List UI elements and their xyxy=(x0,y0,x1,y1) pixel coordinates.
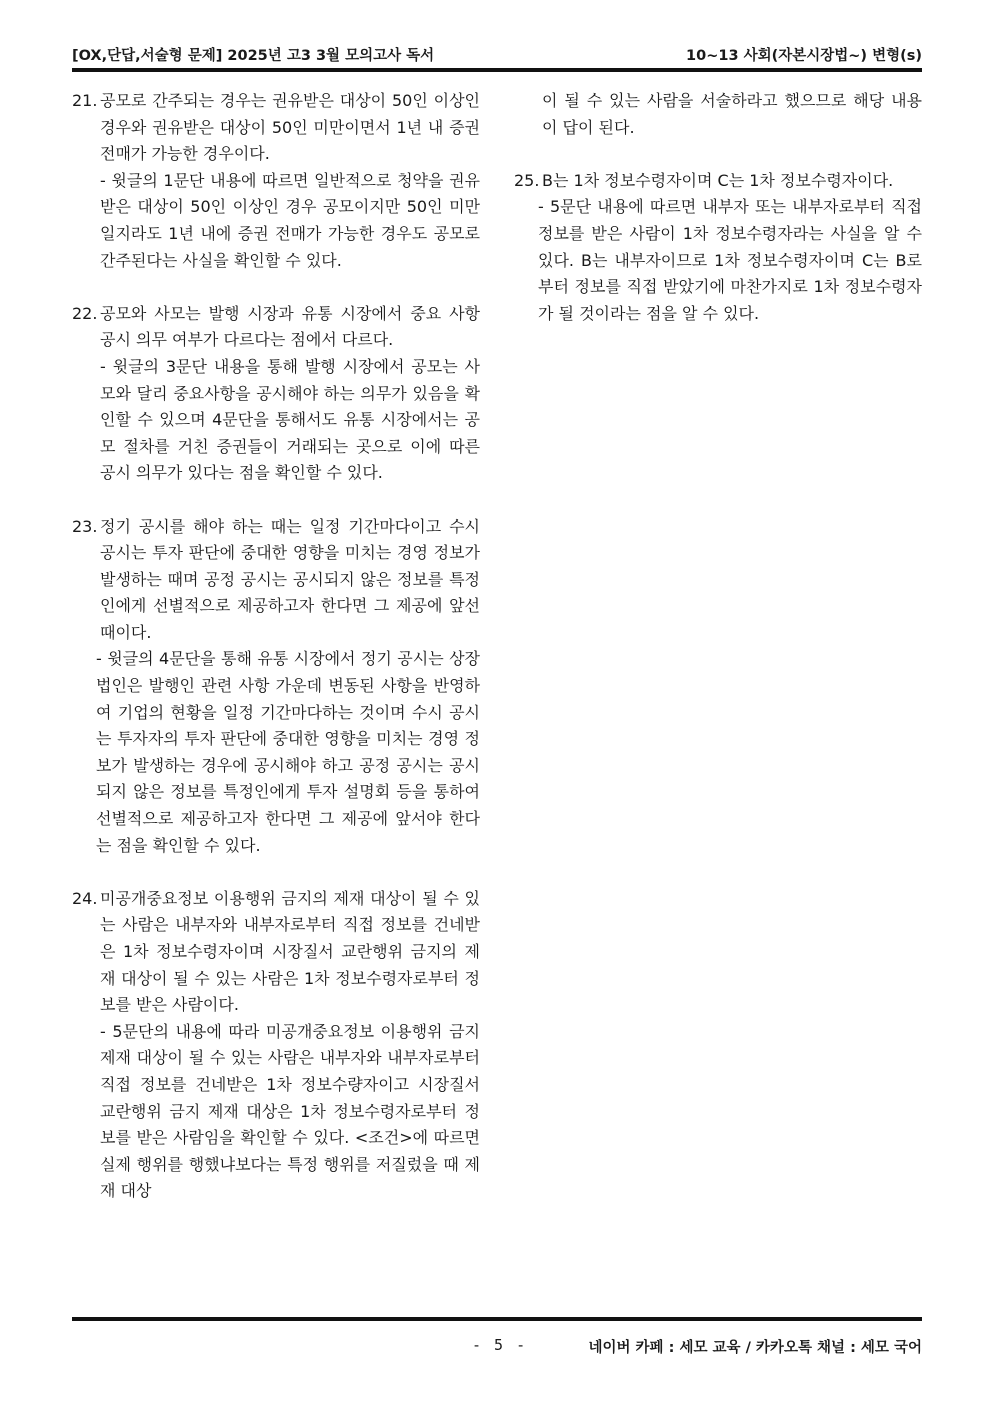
explanation-text: - 윗글의 1문단 내용에 따르면 일반적으로 청약을 권유받은 대상이 50인 이상인 경우 공모이지만 50인 미만일지라도 1년 내에 증권 전매가 가능한 경우도 공모로 간주된다는 사실을 확인할 수 있다. xyxy=(100,170,480,270)
question-number: 21. xyxy=(72,91,98,110)
answer-text: 25. B는 1차 정보수령자이며 C는 1차 정보수령자이다. xyxy=(514,168,922,195)
answer-text: 21. 공모로 간주되는 경우는 권유받은 대상이 50인 이상인 경우와 권유받은 대상이 50인 미만이면서 1년 내 증권 전매가 가능한 경우이다. xyxy=(72,88,480,168)
explanation-text: - 5문단의 내용에 따라 미공개중요정보 이용행위 금지 제재 대상이 될 수 있는 사람은 내부자와 내부자로부터 직접 정보를 건네받은 1차 정보수량자이고 시장질서 교란행위 금지 제재 대상은 1차 정보수령자로부터 정보를 받은 사람임을 확인할 수 있다. <조건>에 따르면 실제 행위를 행했냐보다는 특정 행위를 저질렀을 때 제재 대상 xyxy=(100,1021,480,1201)
footer-rule xyxy=(72,1317,922,1321)
question-21 xyxy=(72,88,480,274)
answer-text: 22. 공모와 사모는 발행 시장과 유통 시장에서 중요 사항 공시 의무 여부가 다르다는 점에서 다르다. xyxy=(72,301,480,354)
question-25 xyxy=(514,168,922,328)
explanation-continuation: 이 될 수 있는 사람을 서술하라고 했으므로 해당 내용이 답이 된다. xyxy=(542,91,922,137)
question-22 xyxy=(72,301,480,487)
question-24 xyxy=(72,886,480,1205)
answer-text: 23. 정기 공시를 해야 하는 때는 일정 기간마다이고 수시 공시는 투자 판단에 중대한 영향을 미치는 경영 정보가 발생하는 때며 공정 공시는 공시되지 않은 정보를 특정인에게 선별적으로 제공하고자 한다면 그 제공에 앞선 때이다. xyxy=(72,514,480,647)
right-column xyxy=(514,88,922,354)
header-rule xyxy=(72,68,922,72)
answer-text: 24. 미공개중요정보 이용행위 금지의 제재 대상이 될 수 있는 사람은 내부자와 내부자로부터 직접 정보를 건네받은 1차 정보수령자이며 시장질서 교란행위 금지의 제재 대상이 될 수 있는 사람은 1차 정보수령자로부터 정보를 받은 사람이다. xyxy=(72,886,480,1019)
footer-contact: 네이버 카페 : 세모 교육 / 카카오톡 채널 : 세모 국어 xyxy=(588,1340,922,1356)
question-number: 22. xyxy=(72,303,98,323)
left-column xyxy=(72,88,480,1232)
header-title: [OX,단답,서술형 문제] 2025년 고3 3월 모의고사 독서 xyxy=(72,48,435,64)
question-number: 24. xyxy=(72,888,98,908)
explanation-text: - 윗글의 4문단을 통해 유통 시장에서 정기 공시는 상장 법인은 발행인 관련 사항 가운데 변동된 사항을 반영하여 기업의 현황을 일정 기간마다하는 것이며 수시 공시는 투자자의 투자 판단에 중대한 영향을 미치는 경영 정보가 발생하는 경우에 공시해야 하고 공정 공시는 공시되지 않은 정보를 특정인에게 투자 설명회 등을 통하여 선별적으로 제공하고자 한다면 그 제공에 앞서야 한다는 점을 확인할 수 있다. xyxy=(96,649,480,855)
question-number: 23. xyxy=(72,516,98,536)
question-number: 25. xyxy=(514,170,540,190)
explanation-text: - 5문단 내용에 따르면 내부자 또는 내부자로부터 직접 정보를 받은 사람이 1차 정보수령자라는 사실을 알 수 있다. B는 내부자이므로 1차 정보수령자이며 C는 B로부터 정보를 직접 받았기에 마찬가지로 1차 정보수령자가 될 것이라는 점을 알 수 있다. xyxy=(538,197,922,323)
question-24-continued xyxy=(514,88,922,141)
header-section: 10~13 사회(자본시장법~) 변형(s) xyxy=(686,48,922,64)
page-footer xyxy=(72,1332,922,1360)
explanation-text: - 윗글의 3문단 내용을 통해 발행 시장에서 공모는 사모와 달리 중요사항을 공시해야 하는 의무가 있음을 확인할 수 있으며 4문단을 통해서도 유통 시장에서는 공모 절차를 거친 증권들이 거래되는 곳으로 이에 따른 공시 의무가 있다는 점을 확인할 수 있다. xyxy=(100,356,480,483)
page-number: - 5 - xyxy=(472,1336,528,1354)
question-23 xyxy=(72,514,480,860)
page-header xyxy=(72,38,922,68)
